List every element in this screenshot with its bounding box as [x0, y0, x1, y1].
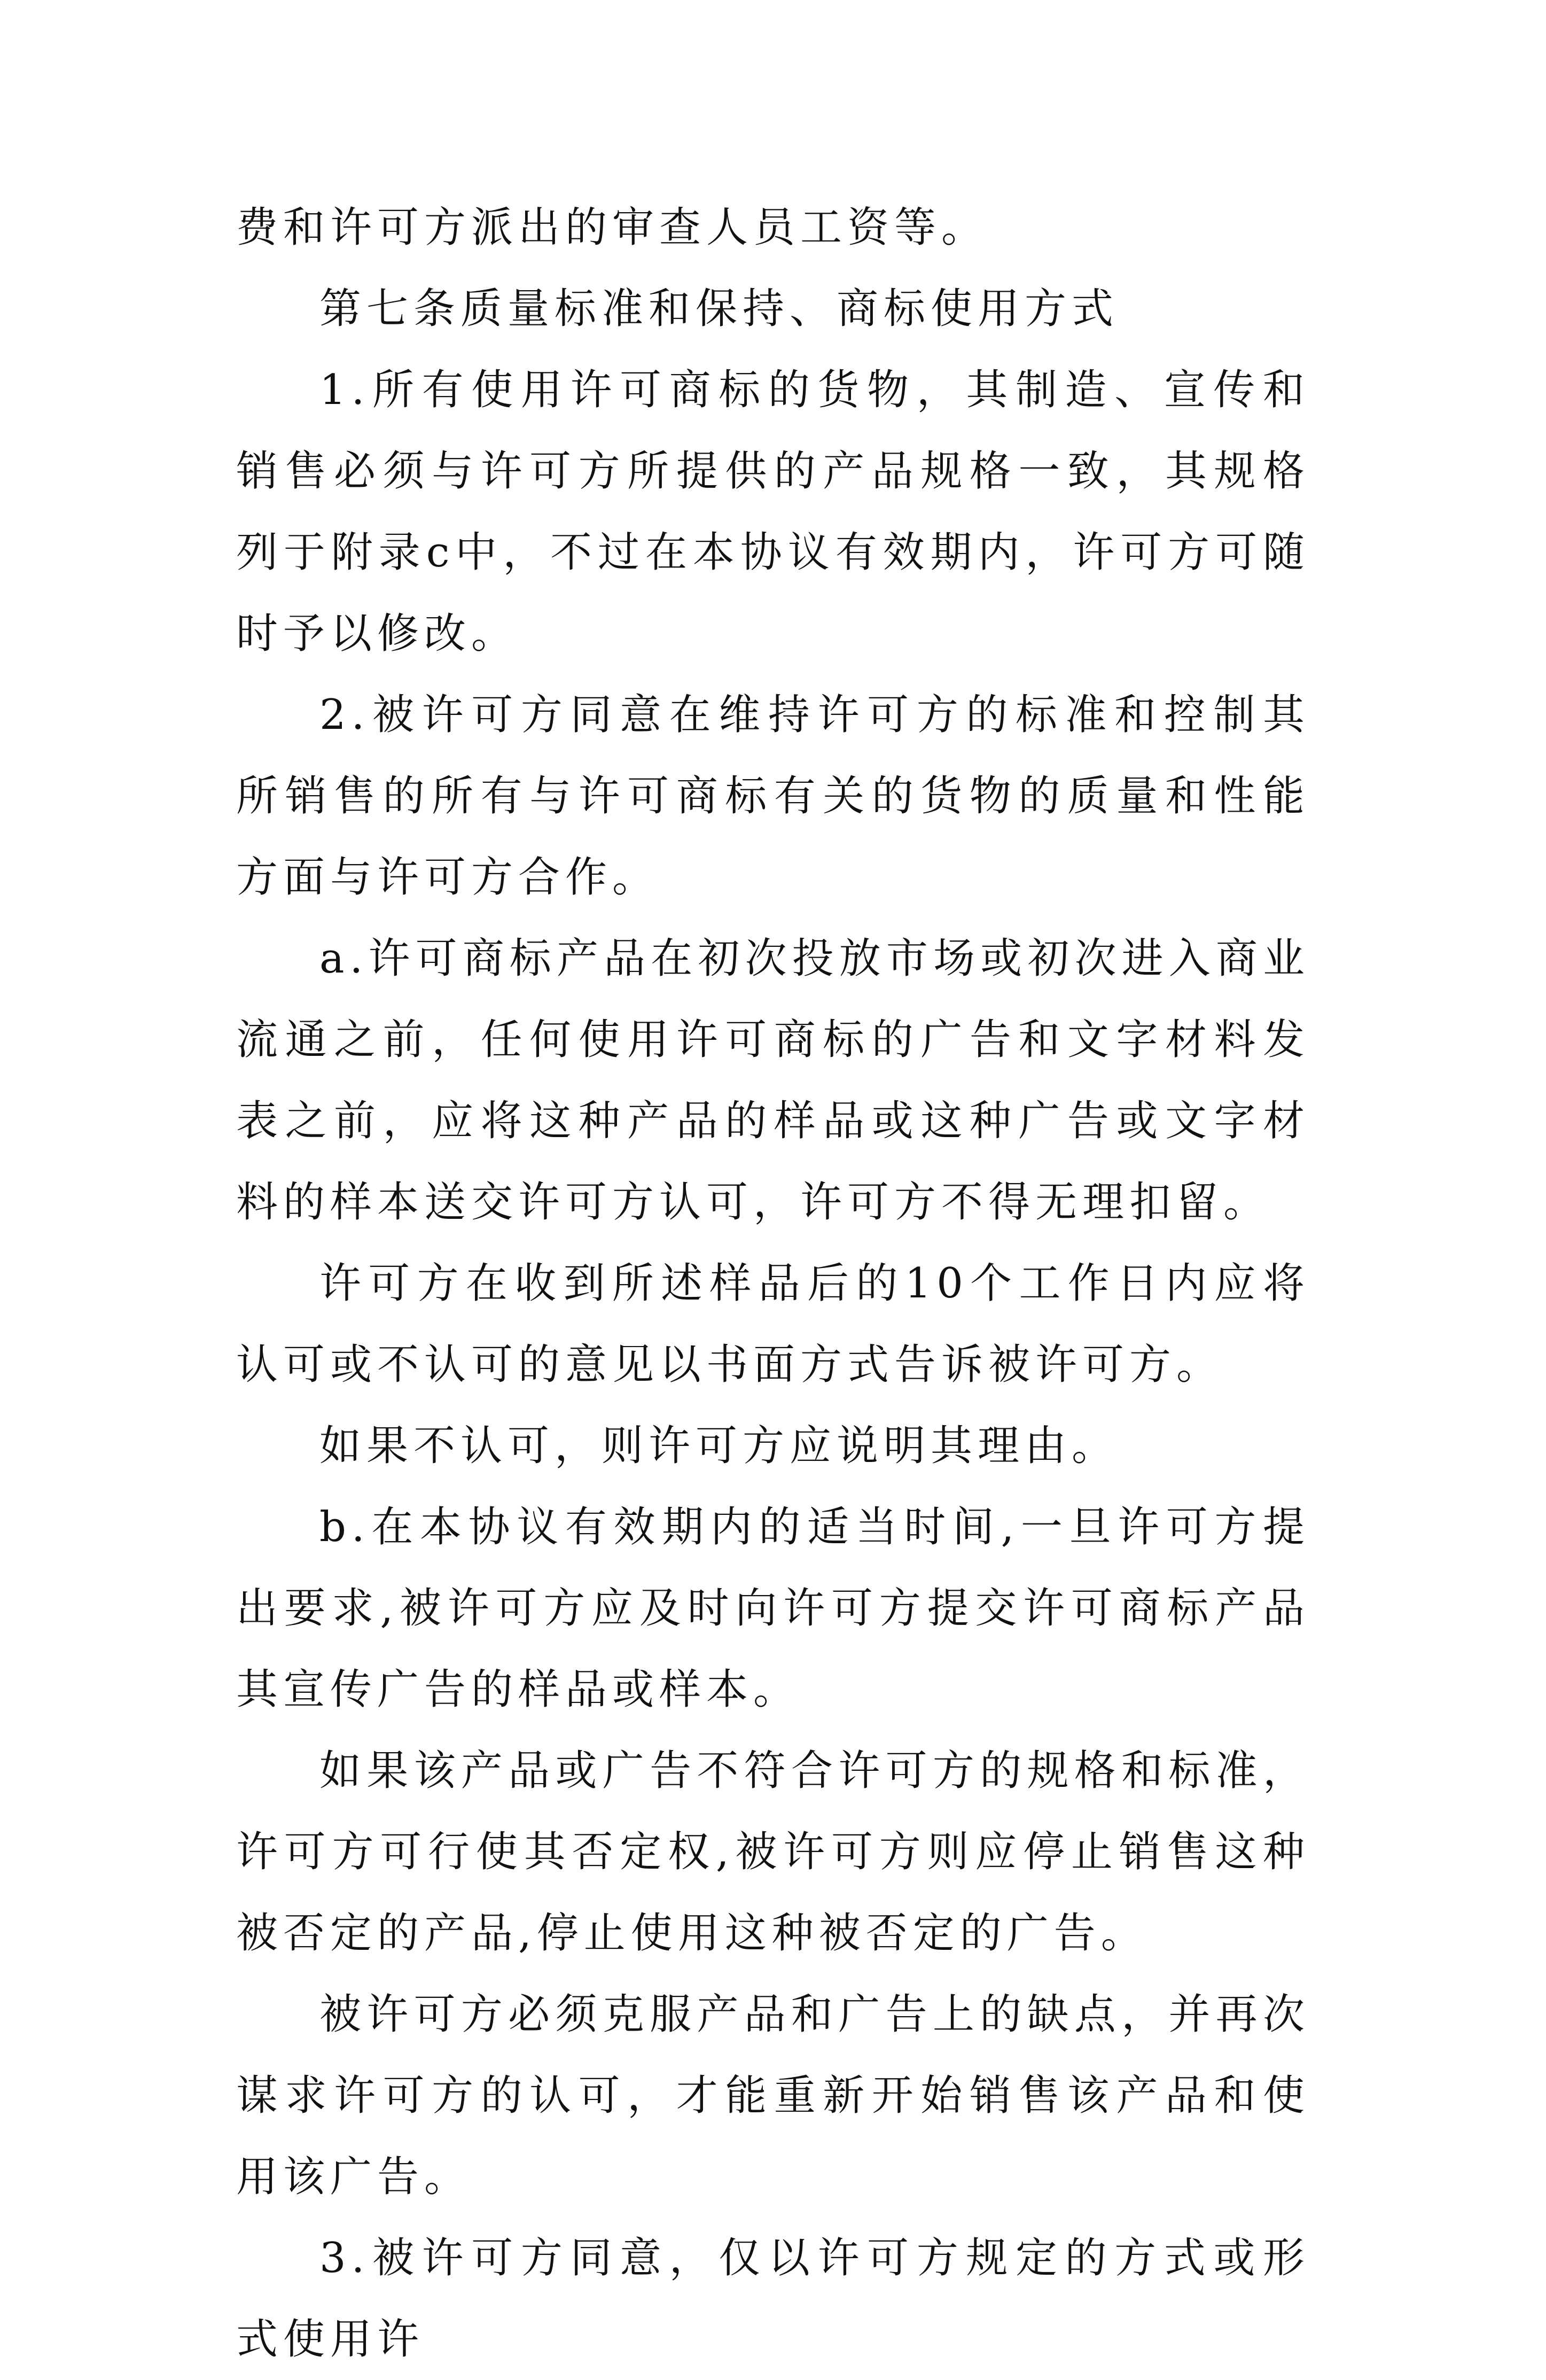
document-body: [236, 187, 1310, 2380]
paragraph: 被许可方必须克服产品和广告上的缺点，并再次谋求许可方的认可，才能重新开始销售该产品和使用该广告。: [236, 1990, 1310, 2201]
paragraph: 1.所有使用许可商标的货物，其制造、宣传和销售必须与许可方所提供的产品规格一致，其规格列于附录c中，不过在本协议有效期内，许可方可随时予以修改。: [236, 366, 1310, 658]
paragraph: b.在本协议有效期内的适当时间,一旦许可方提出要求,被许可方应及时向许可方提交许可商标产品其宣传广告的样品或样本。: [236, 1503, 1310, 1714]
paragraph: 3.被许可方同意，仅以许可方规定的方式或形式使用许: [236, 2234, 1310, 2363]
paragraph: 许可方在收到所述样品后的10个工作日内应将认可或不认可的意见以书面方式告诉被许可方。: [236, 1259, 1310, 1389]
paragraph: 如果不认可，则许可方应说明其理由。: [319, 1422, 1119, 1470]
paragraph: 2.被许可方同意在维持许可方的标准和控制其所销售的所有与许可商标有关的货物的质量和性能方面与许可方合作。: [236, 691, 1310, 901]
paragraph: 第七条质量标准和保持、商标使用方式: [319, 285, 1119, 333]
paragraph: 如果该产品或广告不符合许可方的规格和标准，许可方可行使其否定权,被许可方则应停止销售这种被否定的产品,停止使用这种被否定的广告。: [236, 1747, 1310, 1957]
paragraph: a.许可商标产品在初次投放市场或初次进入商业流通之前，任何使用许可商标的广告和文字材料发表之前，应将这种产品的样品或这种广告或文字材料的样本送交许可方认可，许可方不得无理扣留。: [236, 935, 1310, 1226]
paragraph: 费和许可方派出的审查人员工资等。: [236, 204, 989, 252]
